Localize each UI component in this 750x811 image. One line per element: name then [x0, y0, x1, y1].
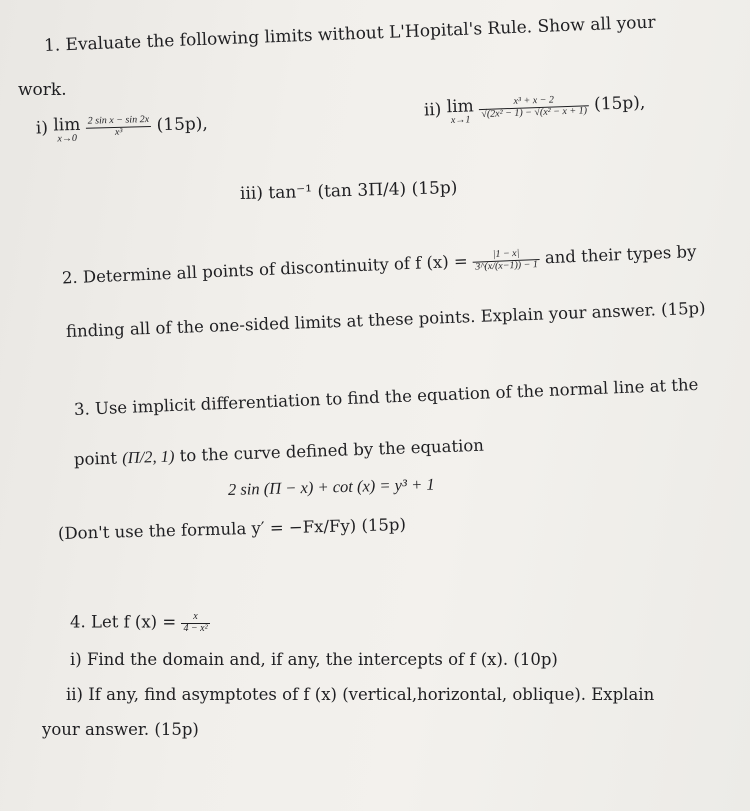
- q1-ii-numerator: x³ + x − 2: [479, 94, 589, 109]
- q1-part-ii: [424, 92, 646, 127]
- q1-iii-label: iii): [239, 183, 264, 204]
- q1-ii-denominator: √(2x² − 1) − √(x² − x + 1): [481, 104, 588, 120]
- q1-ii-lim-sub: x→1: [450, 114, 471, 127]
- q2-line2: finding all of the one-sided limits at these points. Explain your answer. (15p): [65, 298, 706, 341]
- q2-line1: [62, 241, 697, 290]
- q2-denominator: 3^(x/(x−1)) − 1: [474, 258, 539, 273]
- q4-part-ii-line1: ii) If any, find asymptotes of f (x) (vertical,horizontal, oblique). Explain: [66, 685, 655, 704]
- q1-ii-lim-word: lim: [446, 96, 475, 118]
- q4-part-ii-line2: your answer. (15p): [42, 720, 199, 739]
- q4-denominator: 4 − x²: [183, 622, 208, 634]
- q1-i-numerator: 2 sin x − sin 2x: [86, 115, 152, 128]
- q1-i-label: i): [35, 118, 49, 139]
- q1-ii-fraction: [479, 94, 589, 120]
- q4-line1: [70, 612, 210, 634]
- q1-iii-points: (15p): [411, 177, 458, 200]
- q1-i-denominator: x³: [114, 126, 123, 138]
- q3-line2-end: to the curve defined by the equation: [179, 435, 485, 466]
- q4-fraction: [181, 612, 209, 634]
- q1-ii-points: (15p),: [593, 92, 646, 115]
- q3-line2: [74, 436, 485, 470]
- q4-numerator: x: [181, 612, 209, 624]
- q1-i-lim-sub: x→0: [57, 132, 78, 145]
- q1-ii-limit: [446, 98, 474, 126]
- q1-i-points: (15p),: [156, 114, 209, 136]
- q3-line2-start: point: [73, 448, 118, 469]
- q3-equation: 2 sin (Π − x) + cot (x) = y³ + 1: [227, 474, 435, 499]
- q1-part-iii: [240, 178, 458, 204]
- q1-i-lim-word: lim: [53, 114, 81, 136]
- q1-heading: 1. Evaluate the following limits without L'Hopital's Rule. Show all your: [43, 12, 656, 56]
- q3-note: (Don't use the formula y′ = −Fx/Fy) (15p): [57, 514, 407, 543]
- q1-iii-expression: tan⁻¹ (tan 3Π/4): [268, 179, 407, 204]
- q2-line1-end: and their types by: [544, 241, 697, 268]
- q2-line1-start: 2. Determine all points of discontinuity of f (x) =: [61, 251, 469, 288]
- q2-numerator: |1 − x|: [473, 248, 540, 262]
- q4-part-i: i) Find the domain and, if any, the intercepts of f (x). (10p): [70, 650, 558, 669]
- q1-part-i: [36, 114, 209, 145]
- q2-fraction: [473, 248, 541, 273]
- q3-point: (Π/2, 1): [121, 446, 175, 468]
- q1-i-fraction: [86, 115, 152, 139]
- q1-heading-cont: work.: [18, 80, 67, 100]
- q1-ii-label: ii): [423, 99, 442, 121]
- q4-line1-start: 4. Let f (x) =: [70, 612, 177, 632]
- q1-i-limit: [53, 114, 81, 145]
- q3-line1: 3. Use implicit differentiation to find the equation of the normal line at the: [73, 374, 699, 419]
